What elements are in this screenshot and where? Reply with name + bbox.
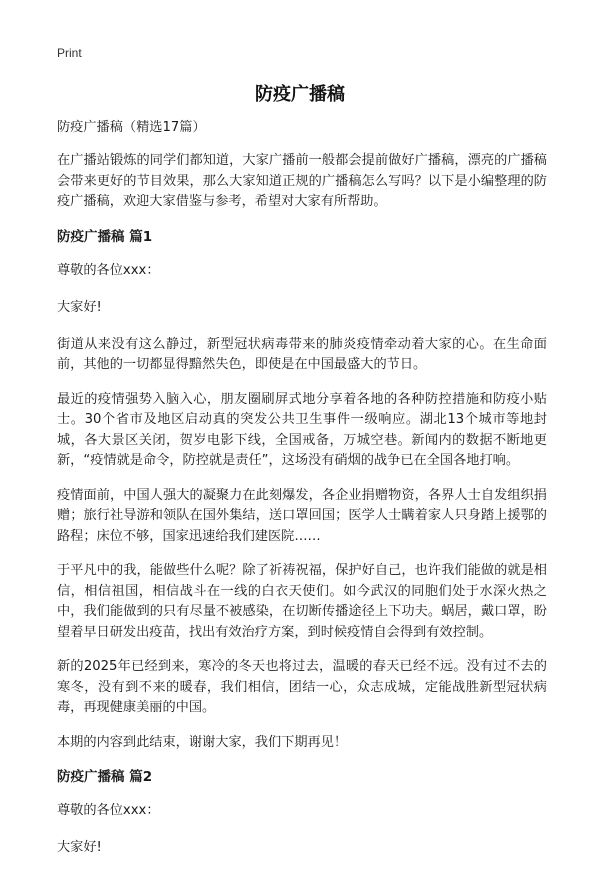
section-1-paragraph-1: 街道从来没有这么静过，新型冠状病毒带来的肺炎疫情牵动着大家的心。在生命面前，其他的一切都显得黯然失色，即使是在中国最盛大的节日。 — [57, 336, 547, 372]
document-body — [57, 118, 547, 875]
section-1-paragraph-2: 最近的疫情强势入脑入心，朋友圈刷屏式地分享着各地的各种防控措施和防疫小贴士。30个省市及地区启动真的突发公共卫生事件一级响应。湖北13个城市等地封城，各大景区关闭，贺岁电影下线，全国戒备，万城空巷。新闻内的数据不断地更新，“疫情就是命令，防控就是责任”，这场没有硝烟的战争已在全国各地打响。 — [57, 391, 547, 468]
page-title: 防疫广播稿 — [255, 84, 345, 105]
section-2-hello: 大家好! — [57, 840, 102, 855]
document-subtitle: 防疫广播稿（精选17篇） — [57, 120, 206, 135]
intro-paragraph: 在广播站锻炼的同学们都知道，大家广播前一般都会提前做好广播稿，漂亮的广播稿会带来更好的节目效果，那么大家知道正规的广播稿怎么写吗？以下是小编整理的防疫广播稿，欢迎大家借鉴与参考，希望对大家有所帮助。 — [57, 153, 547, 209]
section-2-heading: 防疫广播稿 篇2 — [57, 769, 153, 785]
section-2-greeting: 尊敬的各位xxx： — [57, 803, 160, 818]
section-1-greeting: 尊敬的各位xxx： — [57, 262, 160, 278]
section-1-paragraph-6: 本期的内容到此结束，谢谢大家，我们下期再见！ — [57, 734, 348, 750]
print-label[interactable]: Print — [57, 46, 82, 60]
section-1-hello: 大家好! — [57, 299, 102, 315]
section-1-paragraph-3: 疫情面前，中国人强大的凝聚力在此刻爆发，各企业捐赠物资，各界人士自发组织捐赠；旅行社导游和领队在国外集结，送口罩回国；医学人士瞒着家人只身踏上援鄂的路程；床位不够，国家迅速给我们建医院…… — [57, 487, 547, 544]
section-1-heading: 防疫广播稿 篇1 — [57, 228, 153, 245]
section-1-paragraph-4: 于平凡中的我，能做些什么呢？除了祈祷祝福，保护好自己，也许我们能做的就是相信，相信祖国，相信战斗在一线的白衣天使们。如今武汉的同胞们处于水深火热之中，我们能做到的只有尽量不被感染，在切断传播途径上下功夫。蜗居，戴口罩，盼望着早日研发出疫苗，找出有效治疗方案，到时候疫情自会得到有效控制。 — [57, 563, 547, 640]
section-1-paragraph-5: 新的2025年已经到来，寒冷的冬天也将过去，温暖的春天已经不远。没有过不去的寒冬，没有到不来的暖春，我们相信，团结一心，众志成城，定能战胜新型冠状病毒，再现健康美丽的中国。 — [57, 659, 547, 715]
